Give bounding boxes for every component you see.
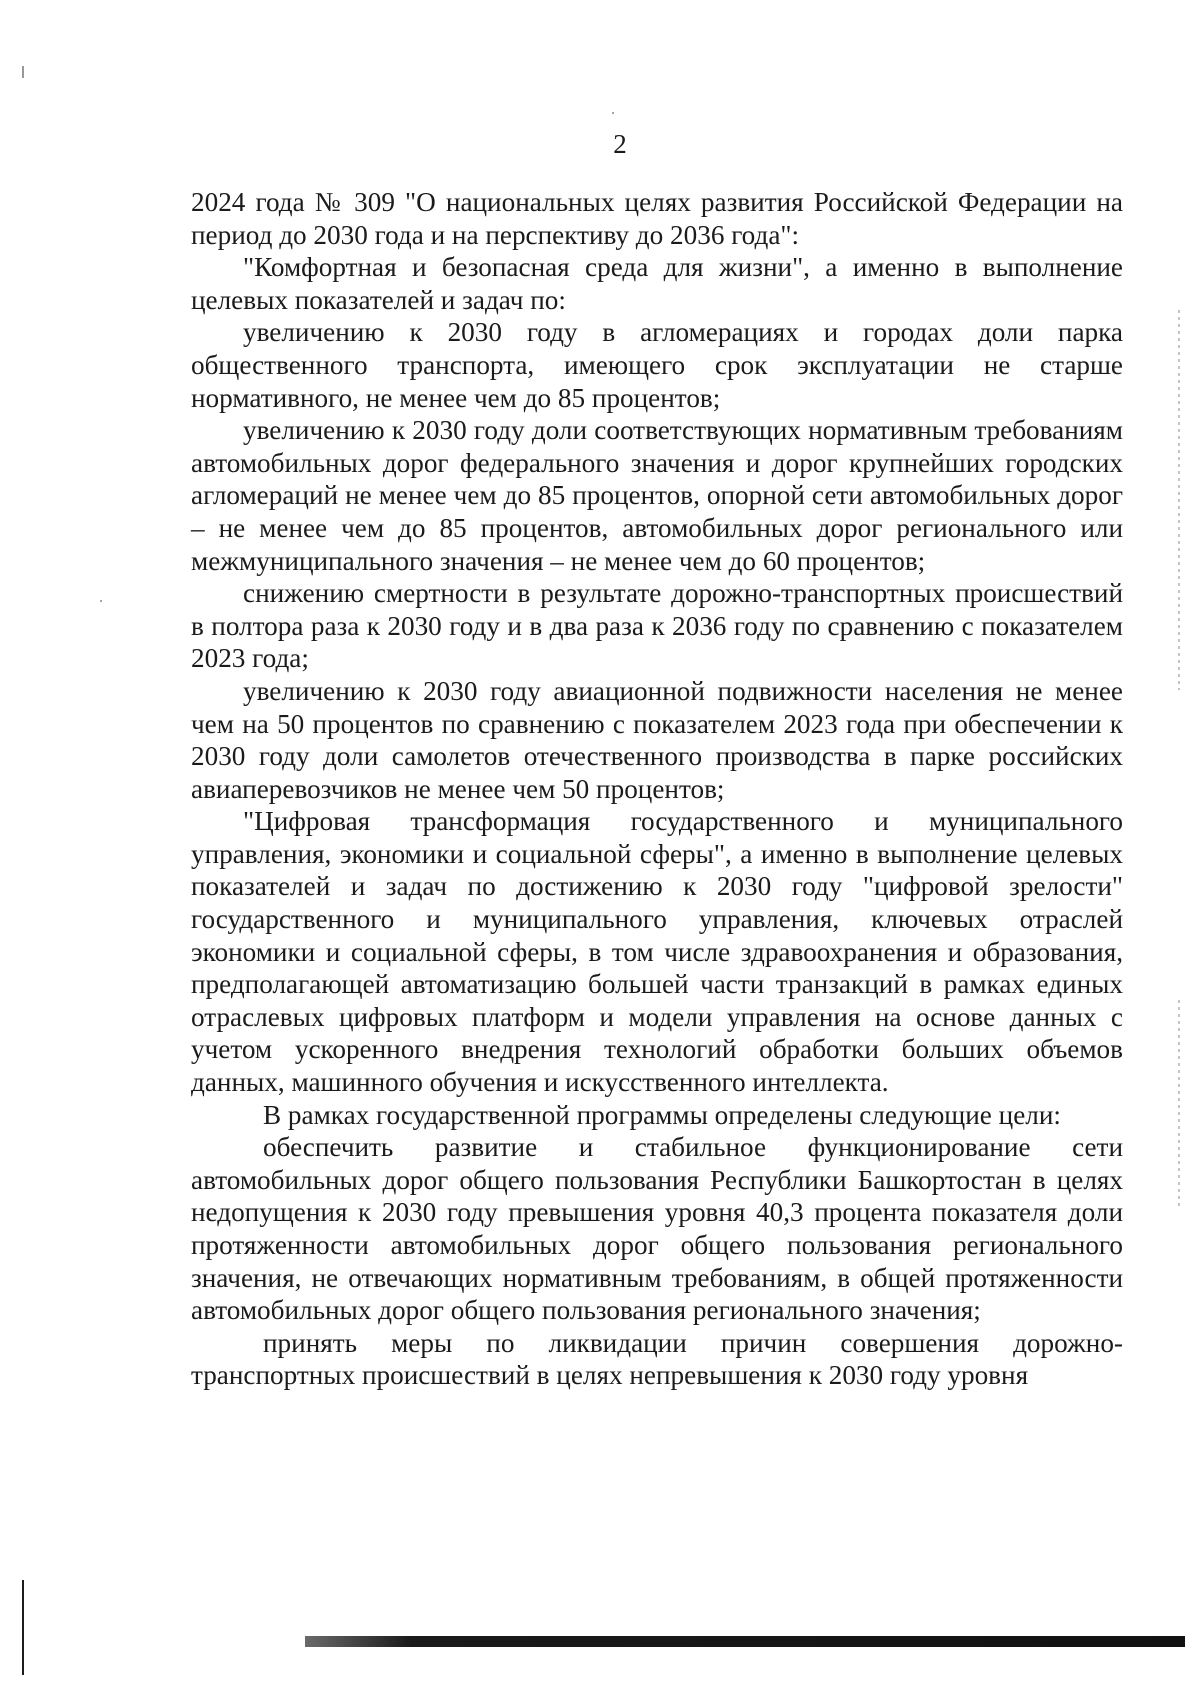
document-body: [191, 186, 1123, 1392]
paragraph: принять меры по ликвидации причин совершения дорожно-транспортных происшествий в целях непревышения к 2030 году уровня: [191, 1327, 1123, 1391]
scan-artifact: [22, 1580, 24, 1675]
paragraph: увеличению к 2030 году авиационной подвижности населения не менее чем на 50 процентов по сравнению с показателем 2023 года при обеспечении к 2030 году доли самолетов отечественного производства в парке российских авиаперевозчиков не менее чем 50 процентов;: [191, 675, 1123, 804]
paragraph: обеспечить развитие и стабильное функционирование сети автомобильных дорог общего пользования Республики Башкортостан в целях недопущения к 2030 году превышения уровня 40,3 процента показателя доли протяженности автомобильных дорог общего пользования регионального значения, не отвечающих нормативным требованиям, в общей протяженности автомобильных дорог общего пользования регионального значения;: [191, 1132, 1123, 1326]
scan-edge-bar: [305, 1636, 1185, 1647]
scan-artifact: [100, 600, 102, 602]
paragraph: В рамках государственной программы определены следующие цели:: [263, 1099, 1061, 1130]
scan-artifact: [22, 66, 24, 78]
paragraph: 2024 года № 309 "О национальных целях развития Российской Федерации на период до 2030 года и на перспективу до 2036 года":: [191, 187, 1123, 250]
scan-artifact: [1178, 1000, 1180, 1210]
scan-artifact: [1178, 310, 1180, 690]
paragraph: "Комфортная и безопасная среда для жизни", а именно в выполнение целевых показателей и задач по:: [191, 252, 1123, 315]
page-number: 2: [613, 129, 627, 159]
paragraph: "Цифровая трансформация государственного и муниципального управления, экономики и социальной сферы", а именно в выполнение целевых показателей и задач по достижению к 2030 году "цифровой зрелости" государственного и муниципального управления, ключевых отраслей экономики и социальной сферы, в том числе здравоохранения и образования, предполагающей автоматизацию большей части транзакций в рамках единых отраслевых цифровых платформ и модели управления на основе данных с учетом ускоренного внедрения технологий обработки больших объемов данных, машинного обучения и искусственного интеллекта.: [191, 806, 1123, 1098]
scan-artifact: [612, 112, 614, 114]
paragraph: увеличению к 2030 году в агломерациях и городах доли парка общественного транспорта, имеющего срок эксплуатации не старше нормативного, не менее чем до 85 процентов;: [191, 317, 1123, 413]
paragraph: снижению смертности в результате дорожно-транспортных происшествий в полтора раза к 2030 году и в два раза к 2036 году по сравнению с показателем 2023 года;: [191, 578, 1123, 674]
paragraph: увеличению к 2030 году доли соответствующих нормативным требованиям автомобильных дорог федерального значения и дорог крупнейших городских агломераций не менее чем до 85 процентов, опорной сети автомобильных дорог – не менее чем до 85 процентов, автомобильных дорог регионального или межмуниципального значения – не менее чем до 60 процентов;: [191, 415, 1123, 576]
